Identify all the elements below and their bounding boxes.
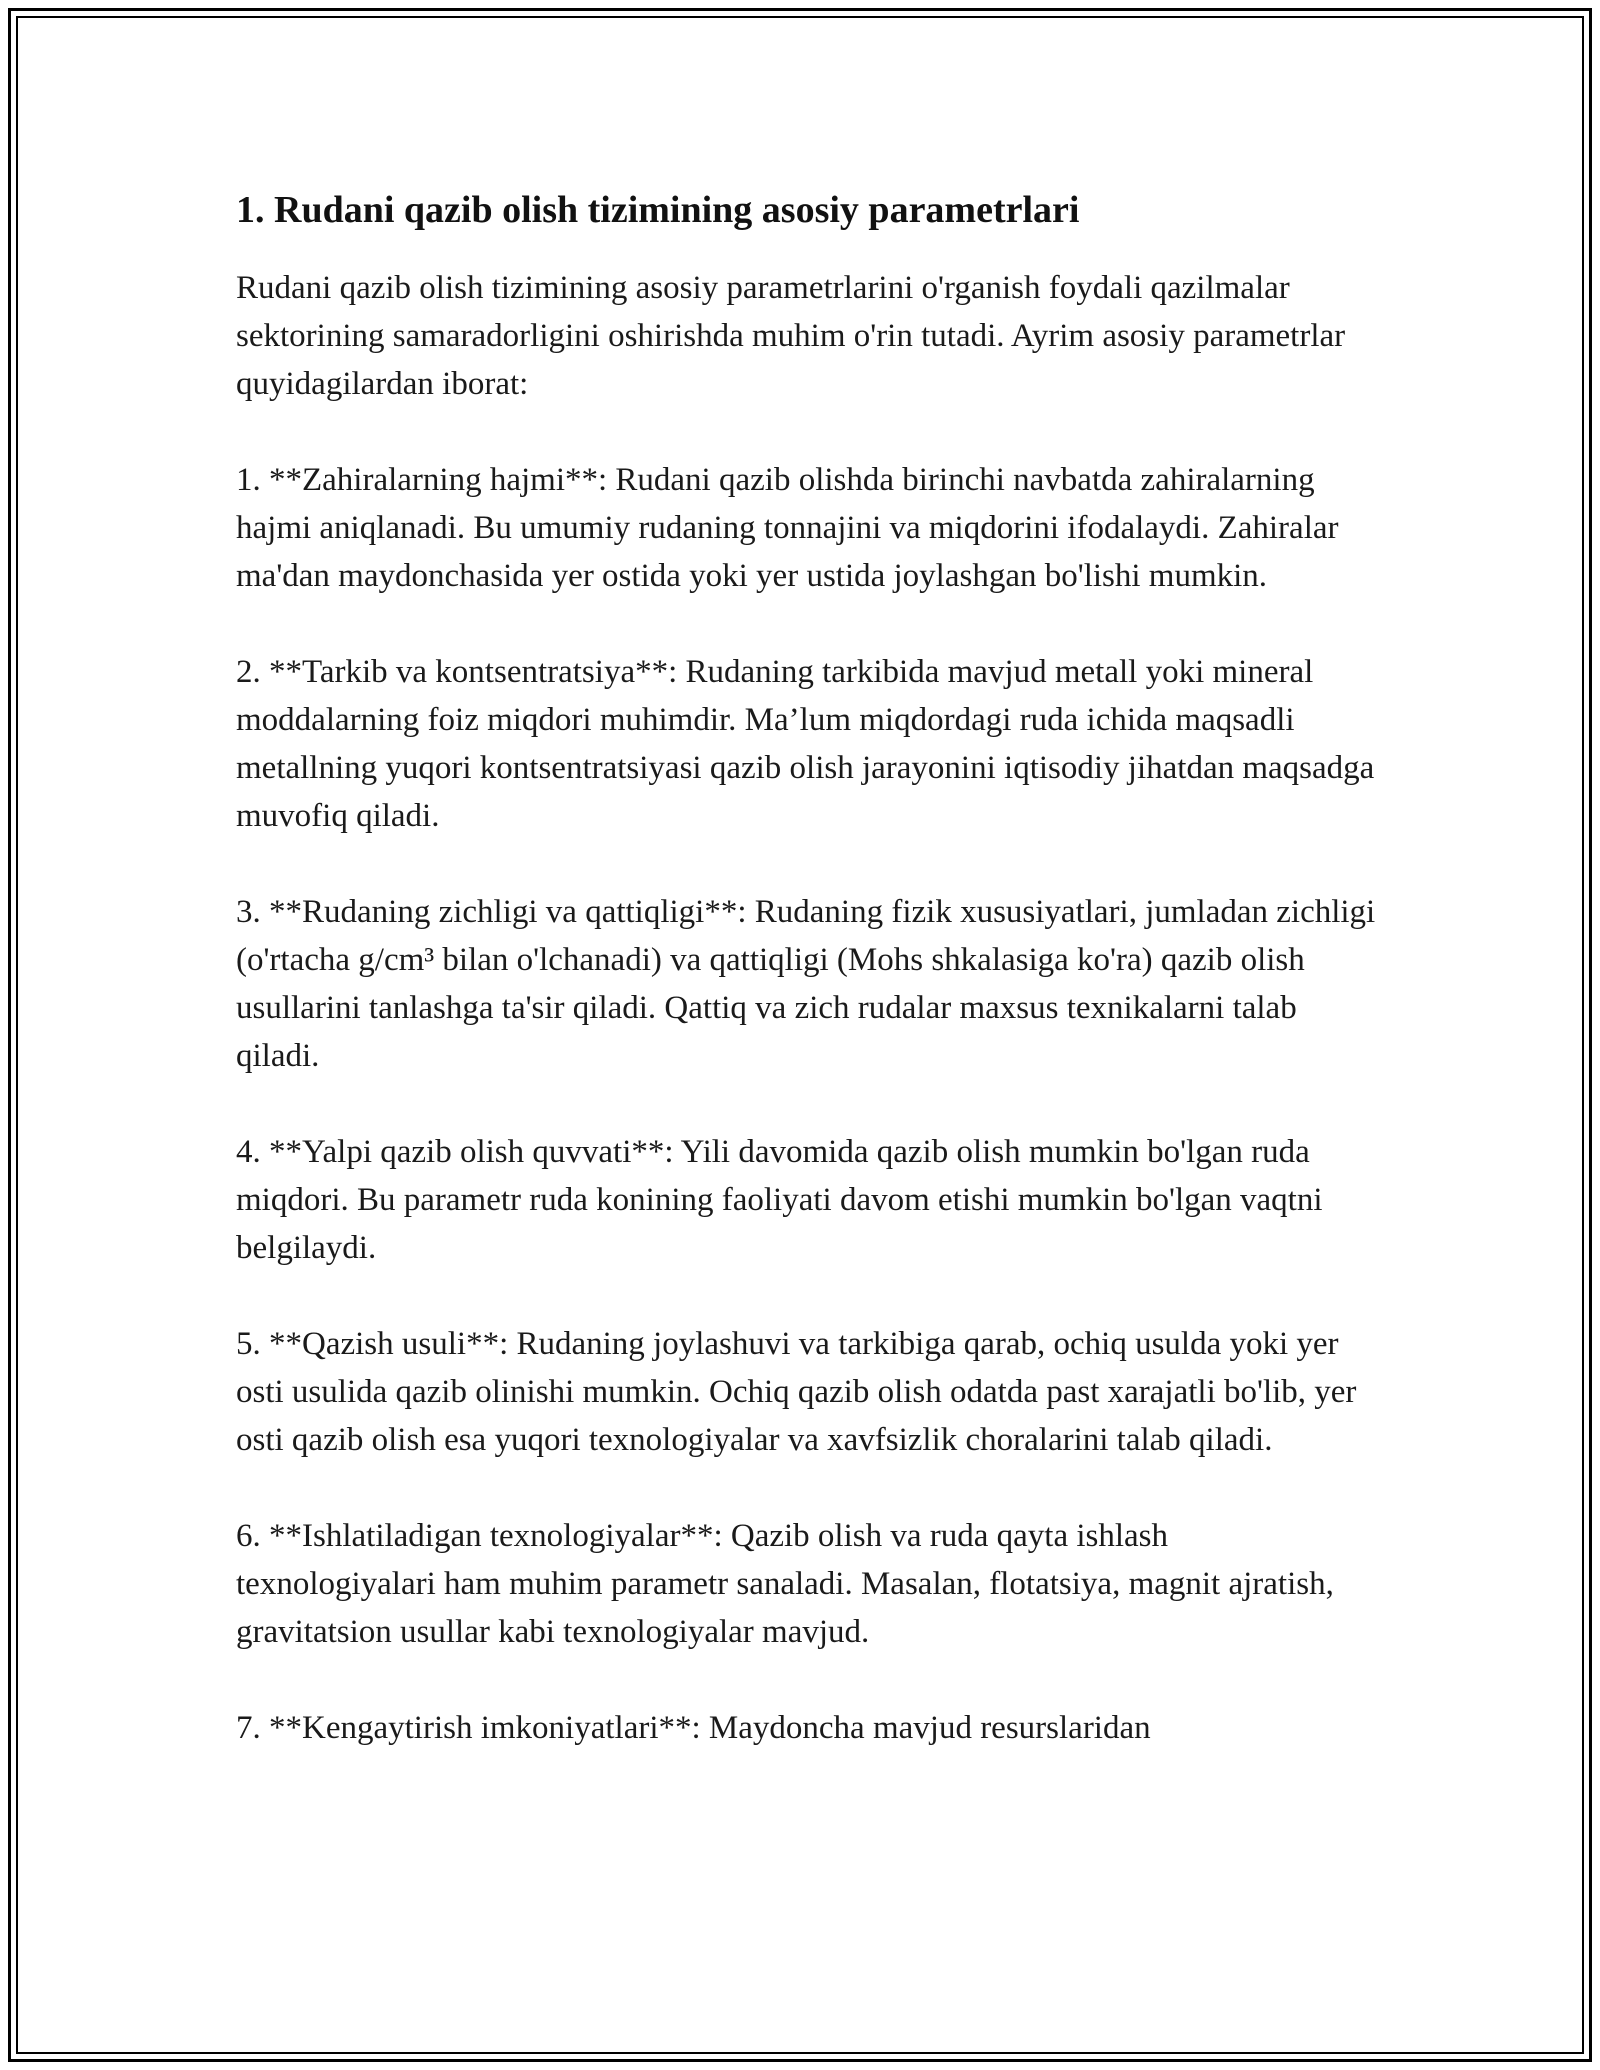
list-item: 5. **Qazish usuli**: Rudaning joylashuvi va tarkibiga qarab, ochiq usulda yoki yer osti usulida qazib olinishi mumkin. Ochiq qazib olish odatda past xarajatli bo'lib, yer osti qazib olish esa yuqori texnologiyalar va xavfsizlik choralarini talab qiladi. bbox=[236, 1326, 1357, 1458]
section-heading: 1. Rudani qazib olish tizimining asosiy parametrlari bbox=[236, 189, 1080, 231]
list-item: 6. **Ishlatiladigan texnologiyalar**: Qazib olish va ruda qayta ishlash texnologiyalari ham muhim parametr sanaladi. Masalan, flotatsiya, magnit ajratish, gravitatsion usullar kabi texnologiyalar mavjud. bbox=[236, 1518, 1334, 1650]
list-item: 1. **Zahiralarning hajmi**: Rudani qazib olishda birinchi navbatda zahiralarning hajmi aniqlanadi. Bu umumiy rudaning tonnajini va miqdorini ifodalaydi. Zahiralar ma'dan maydonchasida yer ostida yoki yer ustida joylashgan bo'lishi mumkin. bbox=[236, 462, 1339, 594]
list-item: 2. **Tarkib va kontsentratsiya**: Rudaning tarkibida mavjud metall yoki mineral moddalarning foiz miqdori muhimdir. Ma’lum miqdordagi ruda ichida maqsadli metallning yuqori kontsentratsiyasi qazib olish jarayonini iqtisodiy jihatdan maqsadga muvofiq qiladi. bbox=[236, 654, 1375, 834]
document-body bbox=[236, 184, 1376, 1800]
list-item: 3. **Rudaning zichligi va qattiqligi**: Rudaning fizik xususiyatlari, jumladan zichligi (o'rtacha g/cm³ bilan o'lchanadi) va qattiqligi (Mohs shkalasiga ko'ra) qazib olish usullarini tanlashga ta'sir qiladi. Qattiq va zich rudalar maxsus texnikalarni talab qiladi. bbox=[236, 894, 1376, 1074]
list-item: 7. **Kengaytirish imkoniyatlari**: Maydoncha mavjud resurslaridan bbox=[236, 1710, 1151, 1746]
list-item: 4. **Yalpi qazib olish quvvati**: Yili davomida qazib olish mumkin bo'lgan ruda miqdori. Bu parametr ruda konining faoliyati davom etishi mumkin bo'lgan vaqtni belgilaydi. bbox=[236, 1134, 1323, 1266]
intro-paragraph: Rudani qazib olish tizimining asosiy parametrlarini o'rganish foydali qazilmalar sektorining samaradorligini oshirishda muhim o'rin tutadi. Ayrim asosiy parametrlar quyidagilardan iborat: bbox=[236, 270, 1346, 402]
